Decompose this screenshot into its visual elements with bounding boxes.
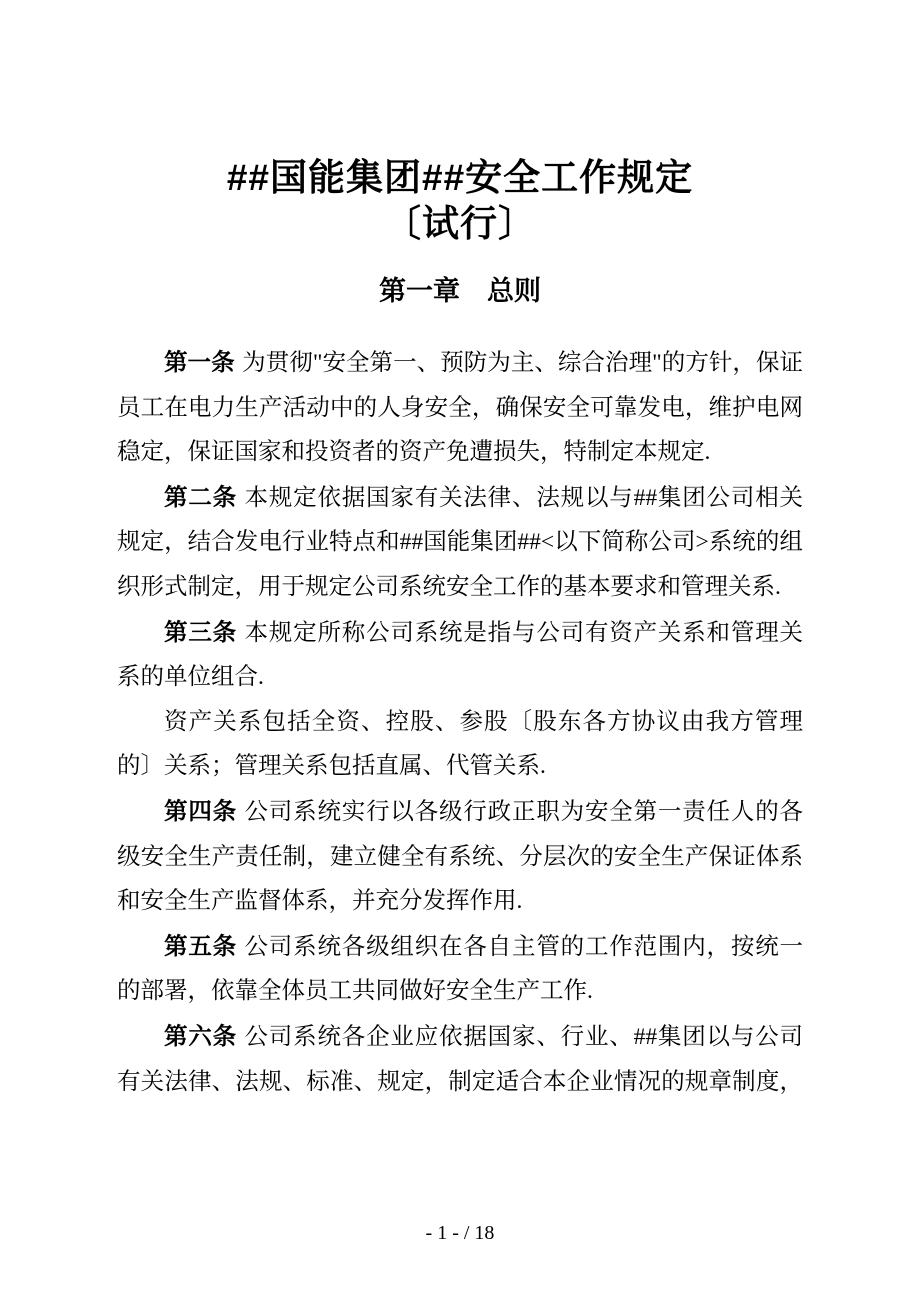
- article-text-1: 为贯彻"安全第一、预防为主、综合治理"的方针，保证员工在电力生产活动中的人身安全，确保安全可靠发电，维护电网稳定，保证国家和投资者的资产免遭损失，特制定本规定.: [117, 350, 804, 466]
- sub-paragraph-asset-relations: [117, 700, 803, 789]
- article-label-5: 第五条: [164, 932, 237, 959]
- chapter-heading: 第一章 总则: [379, 276, 541, 306]
- article-paragraph-6: [117, 1014, 803, 1104]
- article-paragraph-3: [117, 610, 803, 700]
- article-label-6: 第六条: [164, 1022, 237, 1049]
- article-text-4: 公司系统实行以各级行政正职为安全第一责任人的各级安全生产责任制，建立健全有系统、分层次的安全生产保证体系和安全生产监督体系，并充分发挥作用.: [117, 798, 804, 915]
- article-paragraph-4: [117, 789, 803, 924]
- article-label-2: 第二条: [164, 483, 237, 510]
- article-text-3: 本规定所称公司系统是指与公司有资产关系和管理关系的单位组合.: [117, 619, 804, 691]
- article-text-5: 公司系统各级组织在各自主管的工作范围内，按统一的部署，依靠全体员工共同做好安全生产工作.: [117, 933, 804, 1005]
- article-label-3: 第三条: [164, 618, 237, 645]
- document-title: [0, 155, 920, 247]
- document-title-line1: ##国能集团##安全工作规定: [226, 157, 694, 198]
- article-label-4: 第四条: [164, 797, 237, 824]
- article-paragraph-1: [117, 340, 803, 475]
- article-label-1: 第一条: [164, 349, 235, 375]
- document-title-line2: 〔试行〕: [384, 203, 536, 244]
- article-text-6: 公司系统各企业应依据国家、行业、##集团以与公司有关法律、法规、标准、规定，制定适合本企业情况的规章制度，: [117, 1023, 804, 1095]
- document-body: [117, 340, 803, 1104]
- sub-paragraph-text: 资产关系包括全资、控股、参股〔股东各方协议由我方管理的〕关系；管理关系包括直属、代管关系.: [117, 708, 803, 780]
- article-text-2: 本规定依据国家有关法律、法规以与##集团公司相关规定，结合发电行业特点和##国能集团##<以下简称公司>系统的组织形式制定，用于规定公司系统安全工作的基本要求和管理关系.: [117, 484, 804, 600]
- article-paragraph-5: [117, 924, 803, 1014]
- page-number: - 1 - / 18: [425, 1222, 495, 1244]
- article-paragraph-2: [117, 475, 803, 610]
